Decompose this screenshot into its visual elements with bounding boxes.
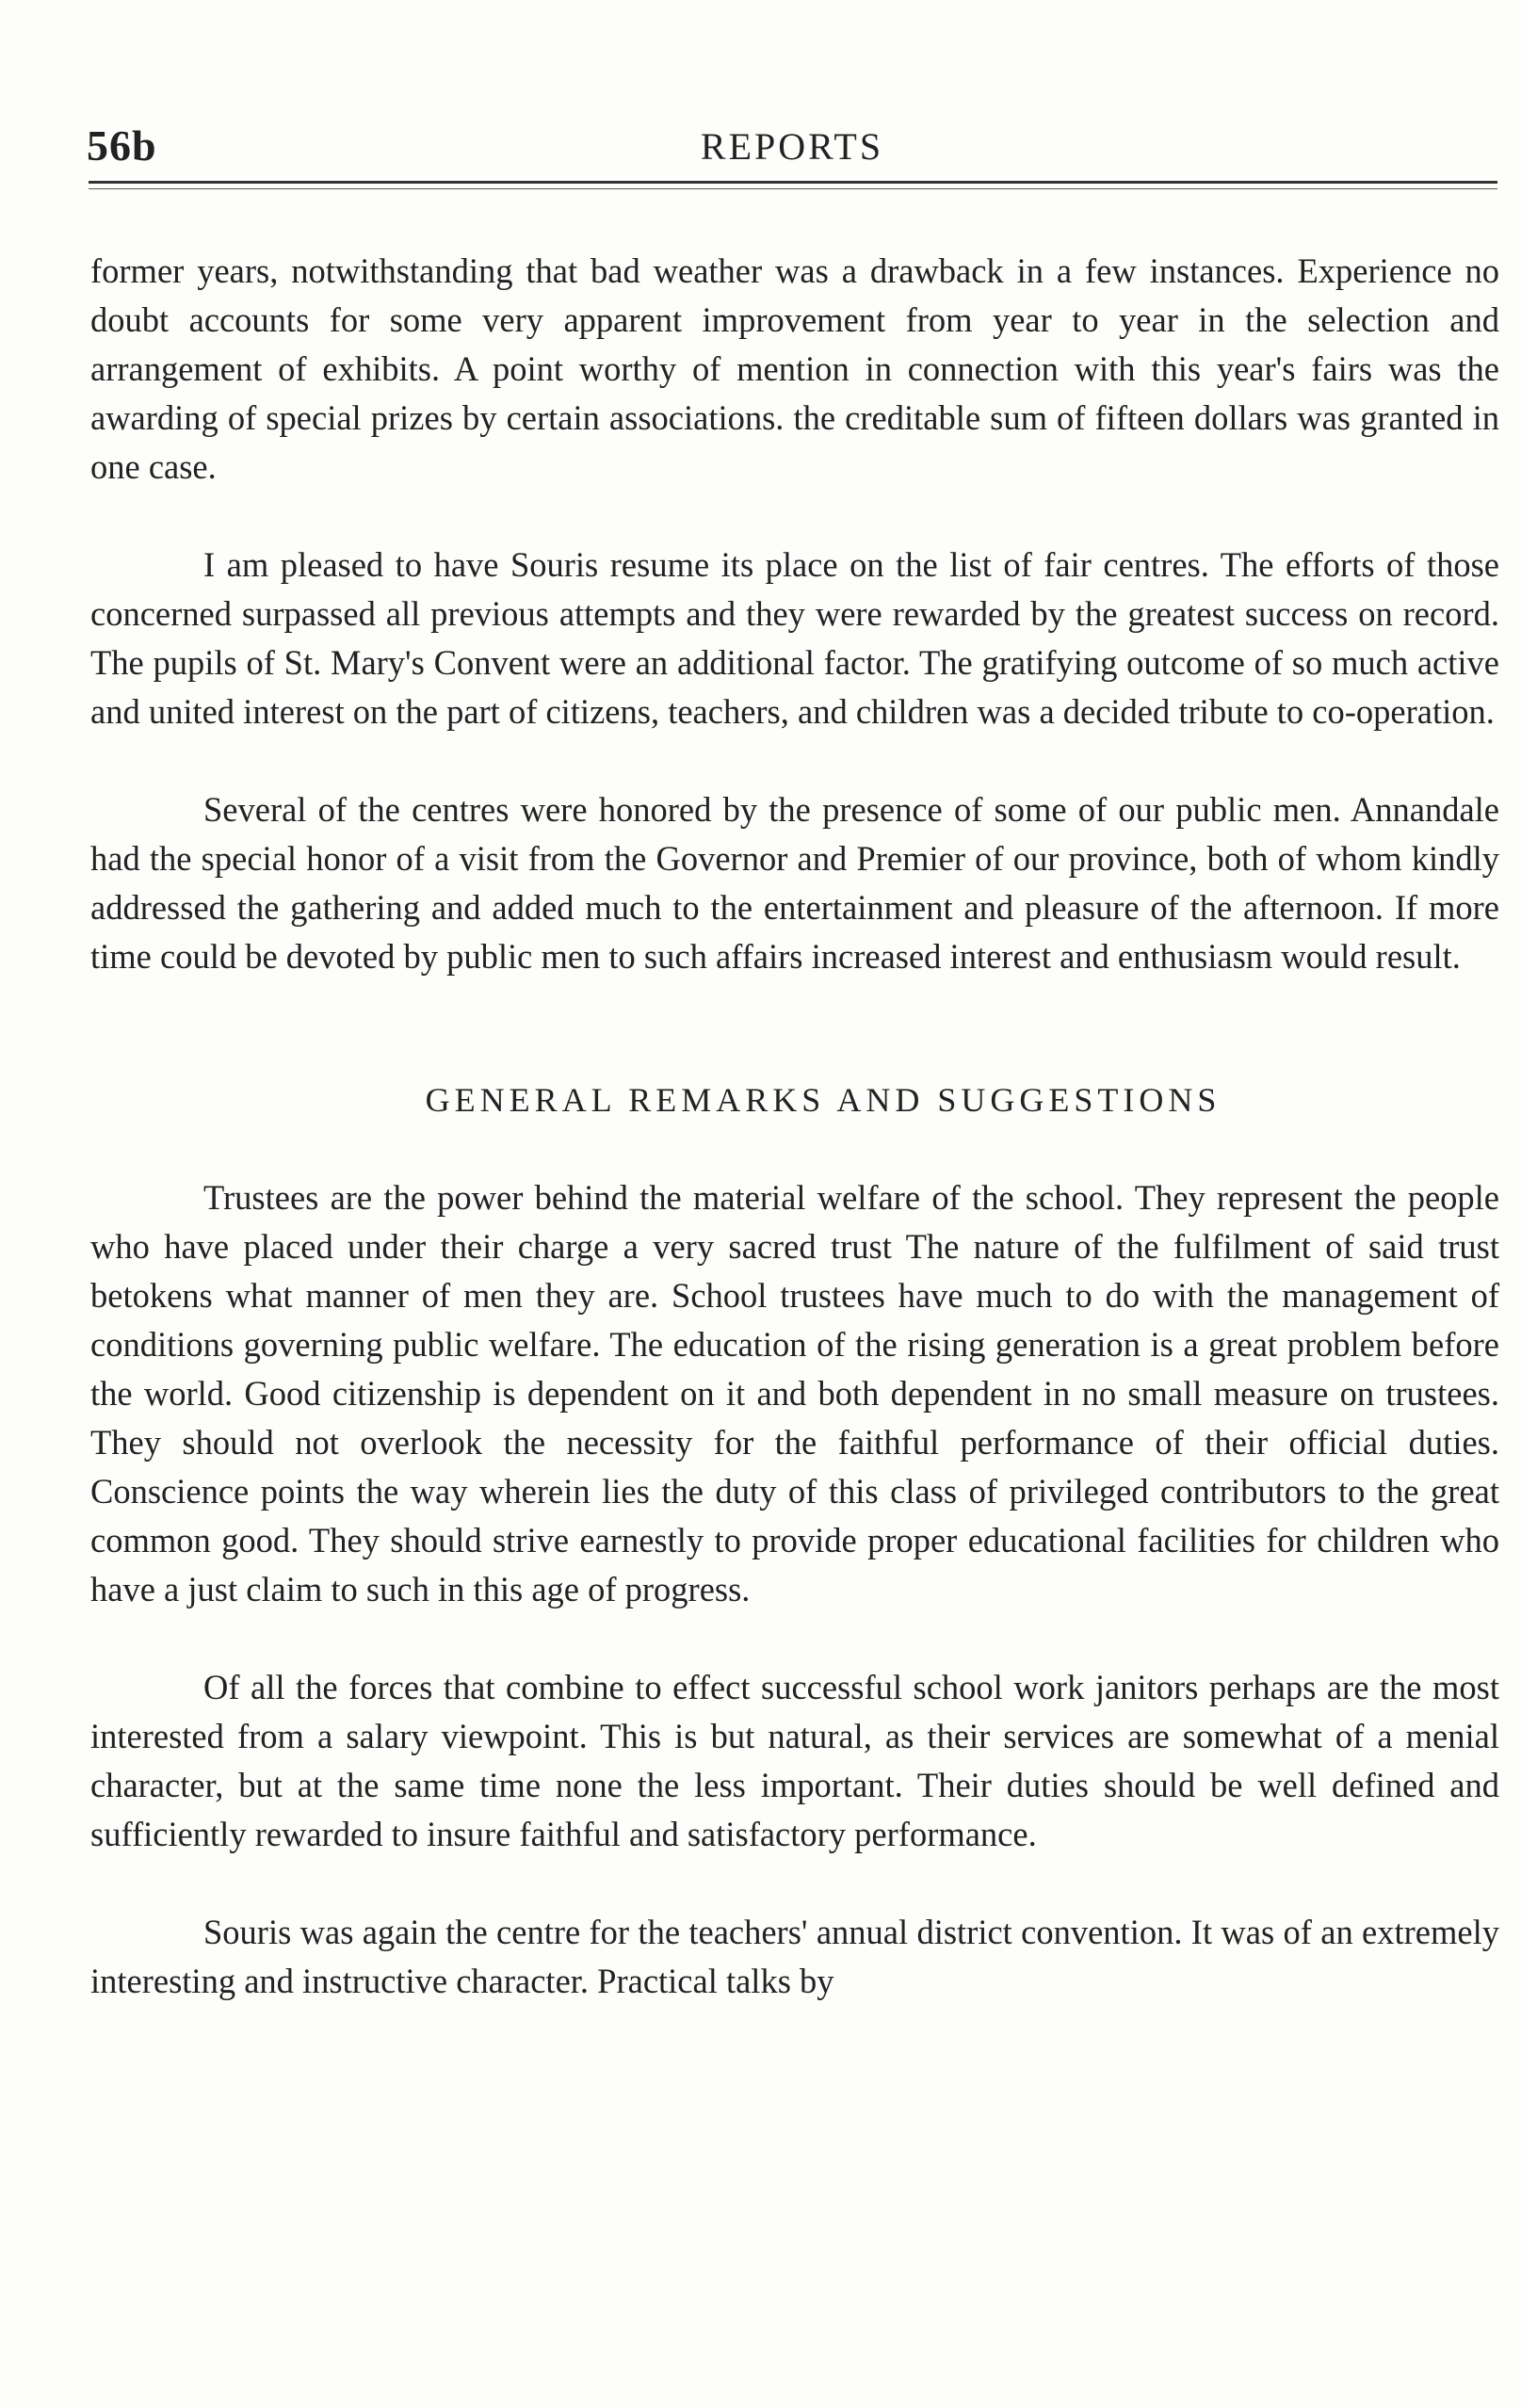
paragraph-convention: Souris was again the centre for the teachers' annual district convention. It was of an extremely interesting and instructive character. Practical talks by (90, 1913, 1499, 2000)
paragraph-fairs-continued: former years, notwithstanding that bad weather was a drawback in a few instances. Experience no doubt accounts for some very apparent improvement from year to year in the selection and arrangement of exhibits. A point worthy of mention in connection with this year's fairs was the awarding of special prizes by certain associations. the creditable sum of fifteen dollars was granted in one case. (90, 251, 1499, 486)
header-rule-thin (89, 188, 1497, 189)
paragraph-public-men: Several of the centres were honored by the presence of some of our public men. Annandale had the special honor of a visit from the Governor and Premier of our province, both of whom kindly addressed the gathering and added much to the entertainment and pleasure of the afternoon. If more time could be devoted by public men to such affairs increased interest and enthusiasm would result. (90, 790, 1499, 976)
page-header (87, 121, 1497, 177)
body-text (90, 247, 1499, 2006)
paragraph-trustees: Trustees are the power behind the material welfare of the school. They represent the people who have placed under their charge a very sacred trust The nature of the fulfilment of said trust betokens what manner of men they are. School trustees have much to do with the management of conditions governing public welfare. The education of the rising generation is a great problem before the world. Good citizenship is dependent on it and both dependent in no small measure on trustees. They should not overlook the necessity for the faithful performance of their official duties. Conscience points the way wherein lies the duty of this class of privileged contributors to the great common good. They should strive earnestly to provide proper educational facilities for children who have a just claim to such in this age of progress. (90, 1178, 1499, 1608)
header-rule (89, 181, 1497, 184)
paragraph-janitors: Of all the forces that combine to effect successful school work janitors perhaps are the most interested from a salary viewpoint. This is but natural, as their services are somewhat of a menial character, but at the same time none the less important. Their duties should be well defined and sufficiently rewarded to insure faithful and satisfactory performance. (90, 1668, 1499, 1853)
paragraph-souris-fair: I am pleased to have Souris resume its place on the list of fair centres. The efforts of those concerned surpassed all previous attempts and they were rewarded by the greatest success on record. The pupils of St. Mary's Convent were an additional factor. The gratifying outcome of so much active and united interest on the part of citizens, teachers, and children was a decided tribute to co-operation. (90, 545, 1499, 731)
running-head: REPORTS (700, 125, 884, 168)
page-number: 56b (87, 121, 157, 170)
section-title: GENERAL REMARKS AND SUGGESTIONS (425, 1081, 1222, 1119)
